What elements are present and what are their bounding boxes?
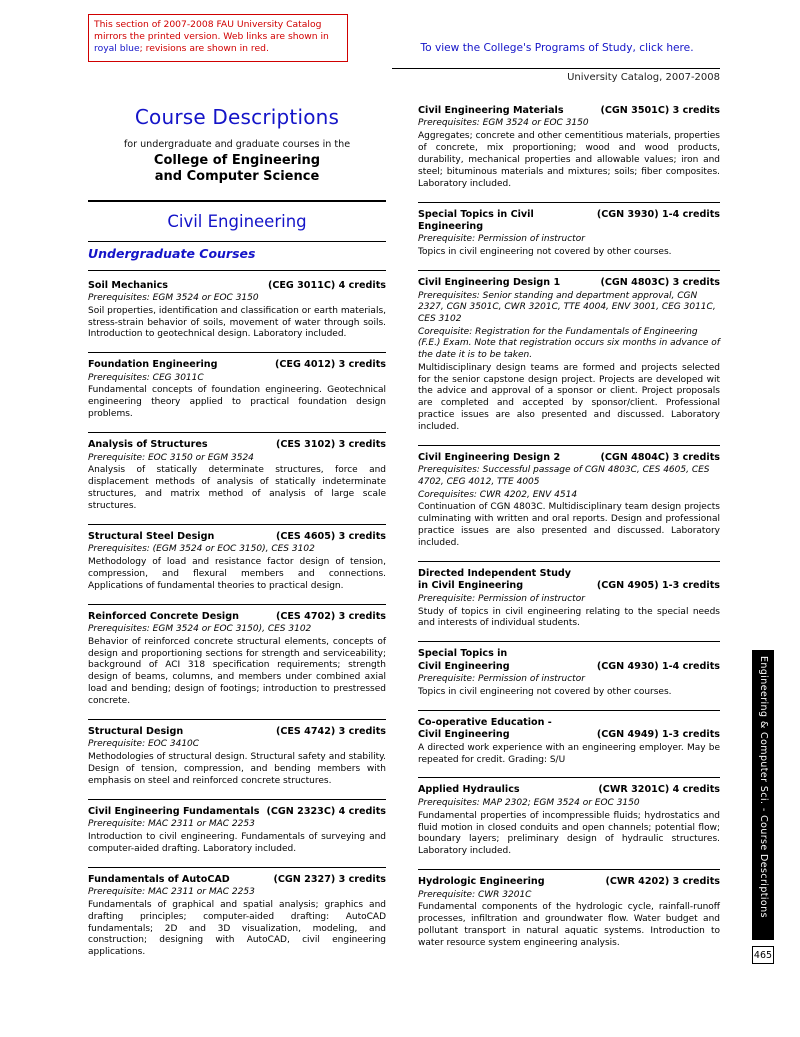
course-entry (418, 717, 720, 767)
course-description: Fundamentals of graphical and spatial analysis; graphics and drafting principles; computer-aided drafting: AutoCAD fundamentals; 2D and 3D visualization, modeling, and construction; designing with AutoCAD, civil engineering applications. (88, 899, 386, 958)
course-code-credits: (CGN 3501C) 3 credits (600, 105, 720, 116)
course-prerequisite: Prerequisite: MAC 2311 or MAC 2253 (88, 887, 255, 898)
course-prerequisite: Prerequisites: Successful passage of CGN 4803C, CES 4605, CES 4702, CEG 4012, TTE 4005 (418, 465, 710, 488)
course-code-credits: (CGN 2323C) 4 credits (266, 805, 386, 817)
course-divider (88, 432, 386, 433)
notice-text-blue: royal blue (94, 43, 140, 55)
course-description: Aggregates; concrete and other cementitious materials, properties of concrete, mix proportioning; wood and wood products, durability, mechanical properties and allowable values; iron and steel; bituminous materials and mixtures; soils; fiber composites. Laboratory included. (418, 131, 720, 189)
college-name-line1: College of Engineering (153, 153, 321, 168)
course-name: Special Topics in (418, 648, 508, 660)
course-divider (418, 777, 720, 778)
course-prerequisite: Prerequisites: EGM 3524 or EOC 3150 (418, 118, 589, 129)
course-prerequisite: Prerequisites: MAP 2302; EGM 3524 or EOC 3150 (418, 797, 640, 808)
course-prerequisite: Prerequisites: Senior standing and department approval, CGN 2327, CGN 3501C, CWR 3201C, TTE 4004, ENV 3001, CEG 3011C, CES 3102 (418, 290, 716, 324)
course-code-credits: (CGN 3930) 1-4 credits (596, 208, 720, 220)
course-entry (88, 280, 386, 342)
course-prerequisite: Prerequisites: (EGM 3524 or EOC 3150), CES 3102 (88, 544, 315, 555)
course-code-credits: (CWR 3201C) 4 credits (598, 784, 720, 796)
course-description: A directed work experience with an engineering employer. May be repeated for credit. Grading: S/U (418, 742, 720, 765)
college-name-line2: and Computer Science (154, 169, 320, 185)
course-name: Directed Independent Study (418, 567, 572, 579)
notice-text-part2: ; revisions are shown in (139, 43, 251, 55)
course-entry (88, 359, 386, 421)
course-code-credits: (CGN 4803C) 3 credits (600, 277, 720, 289)
course-code-credits: (CES 4605) 3 credits (275, 530, 386, 542)
course-divider (88, 604, 386, 605)
course-name: Civil Engineering Design 1 (418, 277, 561, 289)
left-column (88, 105, 386, 970)
course-divider (418, 561, 720, 562)
course-code-credits: (CGN 2327) 3 credits (273, 873, 386, 885)
course-name-line2: Civil Engineering (418, 729, 510, 741)
course-prerequisite: Prerequisites: EGM 3524 or EOC 3150 (88, 292, 259, 303)
course-entry (418, 105, 720, 191)
course-description: Study of topics in civil engineering relating to the special needs and interests of individual students. (418, 606, 720, 629)
course-entry (418, 648, 720, 699)
course-description: Soil properties, identification and classification or earth materials, stress-strain behavior of soils, movement of water through soils. Introduction to geotechnical design. Laboratory included. (88, 305, 386, 340)
course-entry (88, 611, 386, 708)
course-entry (418, 876, 720, 950)
department-divider (88, 241, 386, 242)
course-prerequisite: Prerequisite: CWR 3201C (418, 889, 532, 900)
course-corequisite: Corequisite: Registration for the Fundamentals of Engineering (F.E.) Exam. Note that registration occurs six months in advance of the date it is to be taken. (418, 326, 720, 360)
course-prerequisite: Prerequisite: Permission of instructor (418, 674, 585, 685)
course-divider (88, 719, 386, 720)
course-code-credits: (CEG 4012) 3 credits (274, 359, 386, 371)
notice-text-part1: This section of 2007-2008 FAU University Catalog mirrors the printed version. Web links are shown in (94, 19, 329, 43)
section-divider (88, 270, 386, 271)
course-entry (88, 726, 386, 788)
course-description: Methodology of load and resistance factor design of tension, compression, and flexural members and connections. Applications of fundamental theories to practical design. (88, 556, 386, 591)
course-description: Behavior of reinforced concrete structural elements, concepts of design and proportioning sections for strength and serviceability; background of ACI 318 specification requirements; strength design of beams, columns, and members under combined axial load and bending; design of footings; introduction to prestressed concrete. (88, 636, 386, 707)
catalog-edition-label: University Catalog, 2007-2008 (567, 72, 720, 83)
course-prerequisite: Prerequisites: EGM 3524 or EOC 3150), CES 3102 (88, 623, 312, 634)
notice-text-red: red (250, 43, 266, 55)
side-tab-label: Engineering & Computer Sci. - Course Descriptions (758, 656, 769, 918)
course-prerequisite: Prerequisite: EOC 3410C (88, 739, 200, 750)
course-divider (418, 869, 720, 870)
course-divider (418, 270, 720, 271)
course-code-credits: (CGN 4949) 1-3 credits (596, 729, 720, 741)
course-divider (418, 710, 720, 711)
course-entry (88, 806, 386, 856)
course-name: Structural Steel Design (88, 530, 215, 542)
course-entry (418, 277, 720, 434)
course-prerequisite: Prerequisite: MAC 2311 or MAC 2253 (88, 819, 255, 830)
course-name: Soil Mechanics (88, 279, 168, 291)
course-description: Introduction to civil engineering. Fundamentals of surveying and computer-aided drafting. Laboratory included. (88, 831, 386, 854)
course-description: Fundamental concepts of foundation engineering. Geotechnical engineering theory applied to practical foundation design problems. (88, 385, 386, 420)
header-divider (392, 68, 720, 69)
course-prerequisite: Prerequisite: Permission of instructor (418, 593, 585, 604)
course-divider (418, 202, 720, 203)
course-name-line2: Civil Engineering (418, 660, 510, 672)
course-description: Topics in civil engineering not covered by other courses. (418, 686, 672, 697)
course-code-credits: (CGN 4930) 1-4 credits (596, 660, 720, 672)
course-description: Fundamental properties of incompressible fluids; hydrostatics and fluid motion in closed conduits and open channels; potential flow; boundary layers; preliminary design of hydraulic structures. Laboratory included. (418, 810, 720, 857)
course-entry (418, 452, 720, 550)
page-title: Course Descriptions (134, 105, 340, 129)
course-name: Reinforced Concrete Design (88, 610, 239, 622)
course-description: Analysis of statically determinate structures, force and displacement methods of analysis of statically indeterminate structures, and matrix method of analysis of large scale structures. (88, 465, 386, 511)
course-name: Applied Hydraulics (418, 784, 520, 796)
course-description: Topics in civil engineering not covered by other courses. (418, 247, 672, 258)
course-entry (418, 784, 720, 858)
course-entry (88, 874, 386, 960)
course-description: Fundamental components of the hydrologic cycle, rainfall-runoff processes, infiltration and groundwater flow. Water budget and pollutant transport in natural aquatic systems. Introduction to water resource system engineering analysis. (418, 902, 720, 948)
course-corequisite: Corequisites: CWR 4202, ENV 4514 (418, 489, 578, 500)
course-divider (418, 445, 720, 446)
course-description: Multidisciplinary design teams are formed and projects selected for the senior capstone design project. Projects are developed wit the advice and approval of a sponsor or client. Project proposals are completed and accepted by sponsor/client. Professional practice issues are also presented and discussed. Laboratory included. (418, 362, 720, 432)
course-name: Civil Engineering Materials (418, 105, 564, 116)
title-divider (88, 200, 386, 202)
course-name: Special Topics in Civil Engineering (418, 208, 534, 232)
course-prerequisite: Prerequisite: EOC 3150 or EGM 3524 (88, 452, 254, 463)
course-code-credits: (CGN 4804C) 3 credits (600, 451, 720, 463)
course-code-credits: (CES 4742) 3 credits (275, 725, 386, 737)
course-name: Structural Design (88, 725, 184, 737)
department-title: Civil Engineering (167, 211, 307, 231)
course-name: Hydrologic Engineering (418, 876, 545, 888)
course-entry (88, 439, 386, 513)
course-divider (88, 867, 386, 868)
course-name: Co-operative Education - (418, 716, 552, 728)
course-divider (88, 799, 386, 800)
section-heading-undergraduate: Undergraduate Courses (88, 245, 256, 261)
section-side-tab (752, 650, 774, 940)
college-programs-link[interactable]: To view the College's Programs of Study, click here. (420, 42, 694, 54)
course-code-credits: (CES 3102) 3 credits (275, 439, 386, 451)
course-entry (418, 209, 720, 260)
course-description: Methodologies of structural design. Structural safety and stability. Design of tension, compression, and bending members with emphasis on steel and reinforced concrete structures. (88, 752, 386, 786)
course-name-line2: in Civil Engineering (418, 580, 524, 592)
course-code-credits: (CEG 3011C) 4 credits (267, 279, 386, 291)
course-entry (88, 531, 386, 593)
course-divider (88, 524, 386, 525)
notice-text-part3: . (265, 43, 269, 55)
course-description: Continuation of CGN 4803C. Multidisciplinary team design projects culminating with written and oral reports. Design and professional practice issues are also presented and discussed. Laboratory included. (418, 502, 720, 549)
course-name: Civil Engineering Fundamentals (88, 805, 260, 817)
catalog-notice-box (88, 14, 348, 62)
page-number: 465 (752, 946, 774, 964)
course-name: Fundamentals of AutoCAD (88, 873, 230, 885)
course-name: Foundation Engineering (88, 359, 218, 371)
course-code-credits: (CWR 4202) 3 credits (605, 876, 720, 888)
right-column (418, 105, 720, 961)
course-prerequisite: Prerequisites: CEG 3011C (88, 372, 204, 383)
course-prerequisite: Prerequisite: Permission of instructor (418, 234, 585, 245)
course-name: Civil Engineering Design 2 (418, 451, 561, 463)
course-divider (418, 641, 720, 642)
course-code-credits: (CGN 4905) 1-3 credits (596, 580, 720, 592)
course-code-credits: (CES 4702) 3 credits (275, 610, 386, 622)
course-name: Analysis of Structures (88, 439, 208, 451)
course-entry (418, 568, 720, 630)
page-subtitle: for undergraduate and graduate courses in the (123, 139, 351, 150)
course-divider (88, 352, 386, 353)
